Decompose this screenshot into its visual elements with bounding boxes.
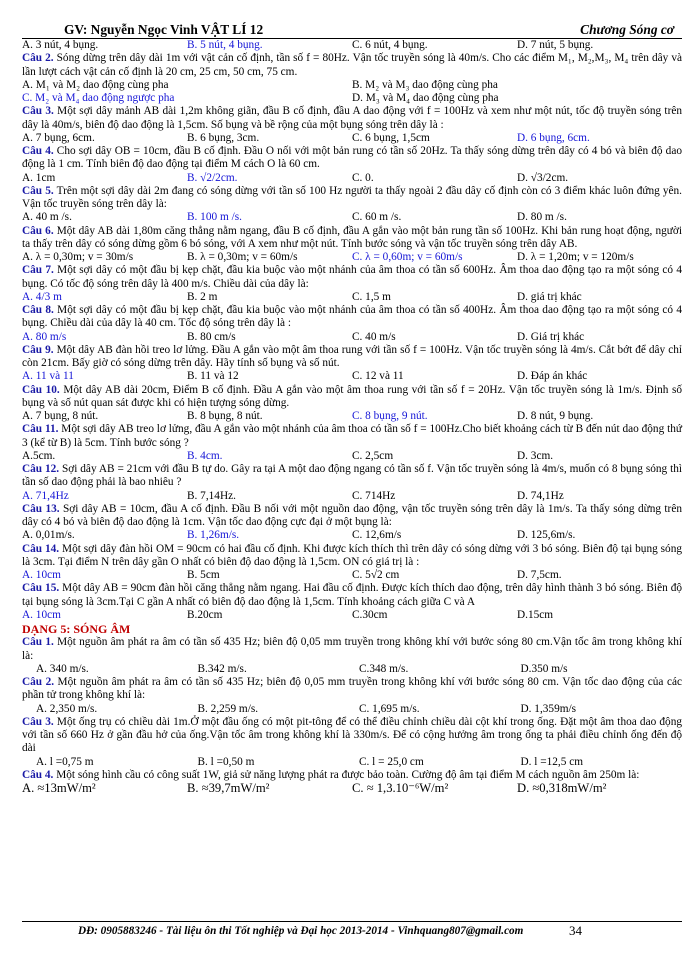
answer-option: C. 1,5 m <box>352 290 391 303</box>
answer-option: C. M₂ và M₄ dao động ngược pha <box>22 92 175 104</box>
answer-options <box>22 450 682 463</box>
answer-options <box>22 663 682 676</box>
question-text <box>22 225 682 252</box>
question-number: Câu 12. <box>22 463 60 475</box>
question-number: Câu 13. <box>22 502 60 515</box>
answer-option: D. √3/2cm. <box>517 171 569 184</box>
answer-option: D. 3cm. <box>517 449 554 462</box>
answer-option: C. 6 nút, 4 bụng. <box>352 39 428 51</box>
answer-option: C. 714Hz <box>352 489 396 502</box>
answer-option: A. 10cm <box>22 608 61 621</box>
answer-option: C. 1,695 m/s. <box>359 702 420 715</box>
question-body: Một sợi dây có một đầu bị kẹp chặt, đầu kia buộc vào một nhánh của âm thoa có tần số 400Hz. Âm thoa dao động tạo ra một sóng có 4 bụng. Chiều dài của dây là 40 cm. Tốc độ sóng trên dây là : <box>22 304 683 330</box>
header-author-subject: GV: Nguyễn Ngọc Vinh VẬT LÍ 12 <box>64 22 264 37</box>
answer-option: A. 0,01m/s. <box>22 529 75 542</box>
question-text <box>22 423 682 450</box>
answer-option: B. 8 bụng, 8 nút. <box>187 410 263 422</box>
answer-option: C. l = 25,0 cm <box>359 755 424 768</box>
answer-option: A.5cm. <box>22 449 56 462</box>
question-body: Một dây AB đàn hồi treo lơ lửng. Đầu A gắn vào một âm thoa rung với tần số f = 100Hz. Vận tốc truyền sóng là 4m/s. Cắt bớt để dây chỉ còn 21cm. Bấy giờ có sóng dừng trên dây. Hãy tính số bụng và số nút. <box>22 343 683 369</box>
question-body: Một dây AB dài 1,80m căng thẳng nằm ngang, đầu B cố định, đầu A gắn vào một bản rung tần số 100Hz. Khi bản rung hoạt động, người ta thấy trên dây có sóng dừng gồm 6 bó sóng, với A xem như một nút. Tính bước sóng và vận tốc truyền sóng trên dây AB. <box>22 224 682 250</box>
answer-option: C. 40 m/s <box>352 330 396 343</box>
answer-option: D. 6 bụng, 6cm. <box>517 131 590 144</box>
question-body: Sợi dây AB = 10cm, đầu A cố định. Đầu B nối với một nguồn dao động, vận tốc truyền sóng trên dây là 1m/s. Ta thấy sóng dừng trên dây có 4 bó và biên độ dao động là 1cm. Vận tốc dao động cực đại ở một bụng là: <box>22 502 682 528</box>
answer-option: D. 7 nút, 5 bụng. <box>517 39 594 51</box>
answer-option: B. 5 nút, 4 bụng. <box>187 39 263 51</box>
answer-option: B. 1,26m/s. <box>187 529 240 542</box>
question-text <box>22 543 682 570</box>
answer-options <box>22 370 682 383</box>
answer-option: C. 6 bụng, 1,5cm <box>352 131 430 144</box>
question-number: Câu 10. <box>22 383 60 396</box>
answer-option: A. M₁ và M₂ dao động cùng pha <box>22 78 169 91</box>
question-number: Câu 9. <box>22 343 54 356</box>
answer-option: A. 71,4Hz <box>22 489 69 502</box>
answer-option: D. 125,6m/s. <box>517 529 576 542</box>
page-header <box>22 12 682 39</box>
question-number: Câu 11. <box>22 423 59 436</box>
answer-options <box>22 703 682 716</box>
answer-options <box>22 79 682 92</box>
question-text <box>22 503 682 530</box>
question-body: Một nguồn âm phát ra âm có tần số 435 Hz; biên độ 0,05 mm truyền trong không khí với bước sóng 80 cm. Vận tốc dao động của các phần tử trong không khí là: <box>22 676 682 702</box>
question-number: Câu 6. <box>22 224 54 237</box>
question-number: Câu 3. <box>22 715 54 728</box>
answer-option: A. 1cm <box>22 171 56 184</box>
question-body: Cho sợi dây OB = 10cm, đầu B cố định. Đầu O nối với một bản rung có tần số 20Hz. Ta thấy sóng dừng trên dây có 4 bó và biên độ dao động là 1 cm. Tính biên độ dao động tại điểm M cách O là 60 cm. <box>22 145 682 171</box>
answer-option: A. 7 bụng, 8 nút. <box>22 410 99 422</box>
question-number: Câu 5. <box>22 184 54 197</box>
answer-options <box>22 251 682 264</box>
answer-option: D. Giá trị khác <box>517 330 585 343</box>
answer-option: A. l =0,75 m <box>36 755 94 768</box>
answer-option: B. 80 cm/s <box>187 330 236 343</box>
answer-option: A. 2,350 m/s. <box>36 702 98 715</box>
answer-option: B. λ = 0,30m; v = 60m/s <box>187 251 298 263</box>
answer-option: B. ≈39,7mW/m² <box>187 781 270 795</box>
question-text <box>22 145 682 172</box>
answer-option: D.15cm <box>517 608 554 621</box>
question-text <box>22 185 682 212</box>
question-body: Một sợi dây AB treo lơ lửng, đầu A gắn vào một nhánh của âm thoa có tần số f = 100Hz.Cho biết khoảng cách từ B đến nút dao động thứ 3 (kể từ B) là 5cm. Tính bước sóng ? <box>22 423 682 449</box>
answer-option: D. 80 m /s. <box>517 211 567 224</box>
answer-option: C. 12,6m/s <box>352 529 402 542</box>
question-body: Một nguồn âm phát ra âm có tần số 435 Hz; biên độ 0,05 mm truyền trong không khí với bước sóng 80 cm.Vận tốc âm trong không khí là: <box>22 636 683 662</box>
answer-options <box>22 410 682 423</box>
question-number: Câu 4. <box>22 145 54 157</box>
question-body: Một sóng hình cầu có công suất 1W, giả sử năng lượng phát ra được bảo toàn. Cường độ âm tại điểm M cách nguồn âm 250m là: <box>53 768 640 781</box>
answer-options <box>22 331 682 344</box>
answer-option: B. 2,259 m/s. <box>197 702 259 715</box>
answer-option: D. λ = 1,20m; v = 120m/s <box>517 251 634 263</box>
question-text <box>22 716 682 756</box>
question-body: Một dây AB = 90cm đàn hồi căng thẳng nằm ngang. Hai đầu cố định. Được kích thích dao động, trên dây hình thành 3 bó sóng. Biên độ tại bụng sóng là 3cm.Tại C gần A nhất có biên độ dao động là 1,5cm. Tính khoảng cách giữa C và A <box>22 582 682 608</box>
question-text <box>22 384 682 411</box>
answer-options <box>22 756 682 769</box>
answer-option: D. 8 nút, 9 bụng. <box>517 410 594 422</box>
page-footer <box>22 921 682 938</box>
answer-option: D. 1,359m/s <box>520 702 577 715</box>
answer-option: D. l =12,5 cm <box>520 755 584 768</box>
document-page <box>22 0 682 795</box>
answer-option: C. 0. <box>352 171 374 184</box>
answer-option: A. 7 bụng, 6cm. <box>22 131 95 144</box>
answer-option: A. ≈13mW/m² <box>22 781 96 795</box>
answer-option: B. 100 m /s. <box>187 211 242 224</box>
answer-option: D. 7,5cm. <box>517 569 562 581</box>
answer-option: D. Đáp án khác <box>517 370 588 383</box>
answer-option: C. 12 và 11 <box>352 370 404 383</box>
question-body: Một sợi dây đàn hồi OM = 90cm có hai đầu cố định. Khi được kích thích thì trên dây có sóng dừng với 3 bó sóng. Biên độ tại bụng sóng là 3cm. Tại điểm N trên dây gần O nhất có biên độ dao động là 1,5cm. ON có giá trị là : <box>22 542 682 568</box>
question-body: Một sợi dây có một đầu bị kẹp chặt, đầu kia buộc vào một nhánh của âm thoa có tần số 600Hz. Âm thoa dao động tạo ra một sóng có 4 bụng. Có tốc độ sóng trên dây là 400 m/s. Chiều dài của dây là: <box>22 264 683 290</box>
question-number: Câu 8. <box>22 304 54 316</box>
answer-options <box>22 172 682 185</box>
answer-option: B. l =0,50 m <box>197 755 255 768</box>
answer-option: C.348 m/s. <box>359 662 409 675</box>
question-text <box>22 676 682 703</box>
question-body: Trên một sợi dây dài 2m đang có sóng dừng với tần số 100 Hz người ta thấy ngoài 2 đầu dây cố định còn có 3 điểm khác luôn đứng yên. Vận tốc truyền sóng trên dây là: <box>22 184 683 210</box>
answer-option: D. ≈0,318mW/m² <box>517 781 607 795</box>
answer-options <box>22 132 682 145</box>
question-number: Câu 3. <box>22 105 54 118</box>
question-text <box>22 264 682 291</box>
question-number: Câu 14. <box>22 542 60 555</box>
answer-option: C.30cm <box>352 608 388 621</box>
answer-option: A. 11 và 11 <box>22 370 74 383</box>
answer-option: B. √2/2cm. <box>187 171 238 184</box>
question-text <box>22 52 682 79</box>
answer-option: A. λ = 0,30m; v = 30m/s <box>22 251 134 263</box>
question-text <box>22 769 682 782</box>
answer-options <box>22 291 682 304</box>
answer-option: B. 7,14Hz. <box>187 489 236 502</box>
page-number: 34 <box>569 923 582 938</box>
answer-options <box>22 490 682 503</box>
answer-option: B. 6 bụng, 3cm. <box>187 131 260 144</box>
question-text <box>22 582 682 609</box>
answer-option: A. 40 m /s. <box>22 211 72 224</box>
answer-option: B. 11 và 12 <box>187 370 239 383</box>
answer-option: C. 60 m /s. <box>352 211 402 224</box>
question-body: Một dây AB dài 20cm, Điểm B cố định. Đầu A gắn vào một âm thoa rung với tần số f = 20Hz. Vận tốc truyền sóng là 1m/s. Định số bụng và số nút quan sát được khi có hiện tượng sóng dừng. <box>22 383 682 409</box>
question-text <box>22 636 682 663</box>
answer-option: C. ≈ 1,3.10⁻⁶W/m² <box>352 781 449 795</box>
question-body: Một ống trụ có chiều dài 1m.Ở một đầu ống có một pit-tông để có thể điều chỉnh chiều dài cột khí trong ống. Đặt một âm thoa dao động với tần số 660 Hz ở gần đầu hở của ống.Vận tốc âm trong không khí là 330m/s. Để có cộng hưởng âm trong ống ta phải điều chỉnh ống đến độ dài <box>22 715 682 755</box>
question-body: Sợi dây AB = 21cm với đầu B tự do. Gây ra tại A một dao động ngang có tần số f. Vận tốc truyền sóng là 4m/s, muốn có 8 bụng sóng thì tần số dao động phải là bao nhiêu ? <box>22 463 682 489</box>
answer-option: B. 4cm. <box>187 449 223 462</box>
answer-option: D.350 m/s <box>520 662 568 675</box>
question-number: Câu 15. <box>22 582 60 595</box>
footer-contact: DĐ: 0905883246 - Tài liệu ôn thi Tốt nghiệp và Đại học 2013-2014 - Vinhquang807@gmail.com <box>78 925 524 937</box>
answer-option: C. 5√2 cm <box>352 569 400 581</box>
answer-option: C. 2,5cm <box>352 449 394 462</box>
section-heading: DẠNG 5: SÓNG ÂM <box>22 622 131 636</box>
question-number: Câu 2. <box>22 52 54 65</box>
question-number: Câu 4. <box>22 768 54 781</box>
answer-options <box>22 39 682 52</box>
answer-option: C. 8 bụng, 9 nút. <box>352 410 428 422</box>
answer-option: B. 2 m <box>187 290 218 303</box>
answer-option: A. 340 m/s. <box>36 662 89 675</box>
question-body: Sóng dừng trên dây dài 1m với vật cản cố định, tần số f = 80Hz. Vận tốc truyền sóng là 40m/s. Cho các điểm M₁, M₂,M₃, M₄ trên dây và lần lượt cách vật cản cố định là 20 cm, 25 cm, 50 cm, 75 cm. <box>22 52 682 78</box>
answer-options <box>22 211 682 224</box>
answer-option: B. 5cm <box>187 569 220 581</box>
header-chapter: Chương Sóng cơ <box>580 22 674 37</box>
answer-option: A. 10cm <box>22 569 61 581</box>
answer-option: D. 74,1Hz <box>517 489 564 502</box>
answer-option: A. 3 nút, 4 bụng. <box>22 39 99 51</box>
answer-option: A. 4/3 m <box>22 290 62 303</box>
question-text <box>22 463 682 490</box>
answer-option: B. M₂ và M₃ dao động cùng pha <box>352 78 498 91</box>
question-text <box>22 105 682 132</box>
question-body: Một sợi dây mảnh AB dài 1,2m không giãn, đầu B cố định, đầu A dao động với f = 100Hz và xem như một nút, tốc độ truyền sóng trên dây là 40m/s, biên độ dao động là 1,5cm. Số bụng và bề rộng của một bụng sóng trên dây là : <box>22 105 682 131</box>
answer-options <box>22 609 682 622</box>
answer-option: A. 80 m/s <box>22 330 67 343</box>
answer-option: C. λ = 0,60m; v = 60m/s <box>352 251 463 263</box>
question-number: Câu 1. <box>22 636 54 649</box>
answer-options <box>22 529 682 542</box>
answer-options <box>22 92 682 105</box>
answer-option: D. giá trị khác <box>517 290 582 303</box>
answer-option: B.342 m/s. <box>197 662 247 675</box>
answer-options <box>22 569 682 582</box>
document-body <box>22 39 682 795</box>
question-number: Câu 7. <box>22 264 54 277</box>
question-number: Câu 2. <box>22 676 55 688</box>
answer-options <box>22 782 682 795</box>
answer-option: D. M₃ và M₄ dao động cùng pha <box>352 92 499 104</box>
question-text <box>22 304 682 331</box>
answer-option: B.20cm <box>187 608 223 621</box>
question-text <box>22 344 682 371</box>
